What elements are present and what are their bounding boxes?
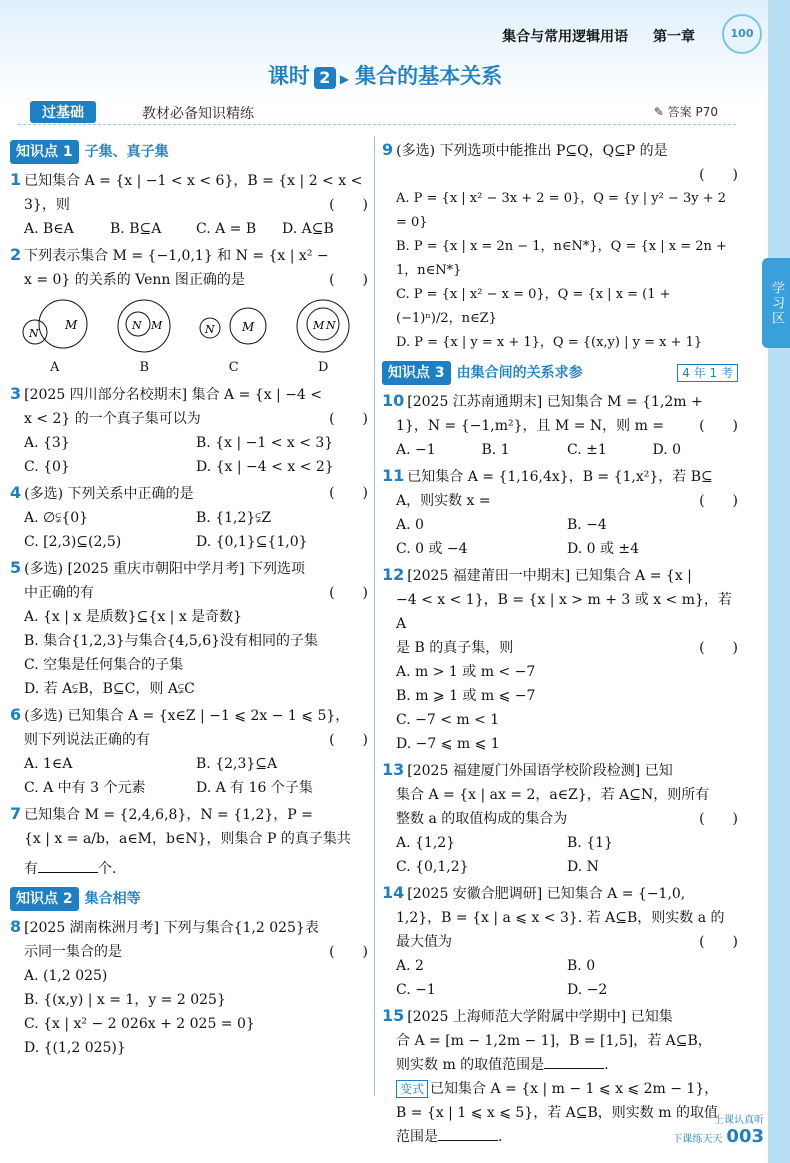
right-column (382, 138, 738, 1151)
section-bar (18, 100, 736, 125)
variant: 变式 已知集合 A = {x | m − 1 ⩽ x ⩽ 2m − 1}， (382, 1077, 738, 1101)
sidebar-strip (768, 0, 790, 1163)
svg-text:N: N (204, 323, 215, 336)
page-footer: 上课认真听 下课练天天 003 (672, 1115, 764, 1147)
venn-option-a[interactable]: M N A (15, 298, 95, 380)
venn-option-c[interactable]: N M C (194, 298, 274, 380)
triangle-icon: ▶ (339, 72, 350, 86)
answer-blank[interactable] (438, 1126, 498, 1141)
section-subtitle: 教材必备知识精练 (142, 106, 254, 122)
options: A. B∈A B. B⊆A C. A = B D. A⊆B (24, 221, 334, 237)
question-14: 14 [2025 安徽合肥调研] 已知集合 A = {−1,0, 1,2}，B = {x | a ⩽ x < 3}. 若 A⊆B，则实数 a 的 最大值为 ( ) A. 2 B. 0 C. −1 D. −2 (382, 881, 738, 1002)
svg-text:M: M (313, 319, 325, 332)
question-11: 11 已知集合 A = {1,16,4x}，B = {1,x²}，若 B⊆ A，则实数 x = ( ) A. 0 B. −4 C. 0 或 −4 D. 0 或 ±4 (382, 464, 738, 561)
page-number: 003 (726, 1126, 764, 1147)
venn-option-d[interactable]: M N D (283, 298, 363, 380)
venn-b-diagram (104, 298, 184, 354)
title-name: 集合的基本关系 (355, 64, 503, 88)
header-chapter: 第一章 (653, 29, 695, 45)
question-6: 6 (多选) 已知集合 A = {x∈Z | −1 ⩽ 2x − 1 ⩽ 5}， 则下列说法正确的有 ( ) A. 1∈A B. {2,3}⊆A C. A 中有 3 个元素 D. A 有 16 个子集 (10, 703, 368, 800)
section-badge: 过基础 (30, 101, 96, 123)
question-7: 7 已知集合 M = {2,4,6,8}，N = {1,2}，P = {x | x = a/b，a∈M，b∈N}，则集合 P 的真子集共 有 个. (10, 804, 351, 877)
question-5: 5 (多选) [2025 重庆市朝阳中学月考] 下列选项 中正确的有 ( ) A. {x | x 是质数}⊆{x | x 是奇数} B. 集合{1,2,3}与集合{4,5,6}没有相同的子集 C. 空集是任何集合的子集 D. 若 A⫋B，B⊆C，则 A⫋C (10, 558, 368, 697)
venn-a-diagram (15, 298, 95, 354)
options: A. 0 B. −4 C. 0 或 −4 D. 0 或 ±4 (396, 517, 640, 557)
question-2: 2 下列表示集合 M = {−1,0,1} 和 N = {x | x² − x = 0} 的关系的 Venn 图正确的是 ( ) M N A N M B N M C M N D (10, 243, 368, 380)
question-13: 13 [2025 福建厦门外国语学校阶段检测] 已知 集合 A = {x | ax = 2，a∈Z}，若 A⊆N，则所有 整数 a 的取值构成的集合为 ( ) A. {1,2} B. {1} C. {0,1,2} D. N (382, 758, 738, 879)
venn-option-b[interactable]: N M B (104, 298, 184, 380)
column-divider (374, 136, 375, 1096)
answer-blank[interactable] (544, 1054, 604, 1069)
venn-d-diagram (283, 298, 363, 354)
question-9: 9 (多选) 下列选项中能推出 P⊆Q，Q⊆P 的是 ( ) A. P = {x | x² − 3x + 2 = 0}，Q = {y | y² − 3y + 2 = 0} B. P = {x | x = 2n − 1，n∈N*}，Q = {x | x = 2n + 1，n∈N*} C. P = {x | x² − x = 0}，Q = {x | x = (1 + (−1)ⁿ)/2，n∈Z} D. P = {x | y = x + 1}，Q = {(x,y) | y = x + 1} (382, 140, 738, 350)
options: A. {3} B. {x | −1 < x < 3} C. {0} D. {x | −4 < x < 2} (24, 435, 334, 475)
knowledge-point-2: 知识点 2 集合相等 (10, 887, 368, 911)
svg-text:N: N (326, 319, 336, 332)
question-10: 10 [2025 江苏南通期末] 已知集合 M = {1,2m + 1}，N = {−1,m²}，且 M = N，则 m = ( ) A. −1 B. 1 C. ±1 D. 0 (382, 389, 738, 462)
left-column (10, 138, 368, 1062)
question-4: 4 (多选) 下列关系中正确的是 ( ) A. ∅⫋{0} B. {1,2}⫋Z C. [2,3)⊆(2,5) D. {0,1}⊆{1,0} (10, 481, 368, 554)
venn-diagrams (10, 292, 368, 380)
answer-blank[interactable] (38, 858, 98, 873)
options: A. 2 B. 0 C. −1 D. −2 (396, 958, 608, 998)
options: A. {1,2} B. {1} C. {0,1,2} D. N (396, 835, 613, 875)
question-12: 12 [2025 福建莆田一中期末] 已知集合 A = {x | −4 < x < 1}，B = {x | x > m + 3 或 x < m}，若 A 是 B 的真子集，则 ( ) A. m > 1 或 m < −7 B. m ⩾ 1 或 m ⩽ −7 C. −7 < m < 1 D. −7 ⩽ m ⩽ 1 (382, 565, 738, 752)
svg-text:M: M (241, 320, 255, 334)
question-8: 8 [2025 湖南株洲月考] 下列与集合{1,2 025}表 示同一集合的是 ( ) A. (1,2 025) B. {(x,y) | x = 1，y = 2 025} C. {x | x² − 2 026x + 2 025 = 0} D. {(1,2 025)} (10, 917, 368, 1056)
svg-text:N: N (132, 319, 142, 332)
title-number: 2 (314, 67, 336, 89)
running-header (502, 26, 695, 46)
question-1: 1 已知集合 A = {x | −1 < x < 6}，B = {x | 2 < x < 3}，则 ( ) A. B∈A B. B⊆A C. A = B D. A⊆B (10, 168, 368, 241)
header-section: 集合与常用逻辑用语 (502, 29, 629, 45)
knowledge-point-3: 知识点 3 由集合间的关系求参 4 年 1 考 (382, 361, 738, 385)
mascot-logo-icon: 100 (722, 14, 762, 54)
options: A. ∅⫋{0} B. {1,2}⫋Z C. [2,3)⊆(2,5) D. {0,1}⊆{1,0} (24, 510, 308, 550)
title-prefix: 课时 (267, 64, 310, 88)
pencil-icon: ✎ (653, 105, 668, 119)
svg-text:M: M (151, 319, 163, 332)
options: A. 1∈A B. {2,3}⊆A C. A 中有 3 个元素 D. A 有 16 个子集 (24, 756, 313, 796)
svg-text:N: N (28, 327, 39, 340)
question-3: 3 [2025 四川部分名校期末] 集合 A = {x | −4 < x < 2} 的一个真子集可以为 ( ) A. {3} B. {x | −1 < x < 3} C. {0} D. {x | −4 < x < 2} (10, 382, 368, 479)
answer-reference[interactable]: ✎ 答案 P70 (653, 105, 718, 119)
knowledge-point-1: 知识点 1 子集、真子集 (10, 140, 368, 164)
venn-c-diagram (194, 298, 274, 354)
lesson-title (0, 60, 770, 90)
side-tab[interactable]: 学习区 (762, 258, 790, 348)
question-15: 15 [2025 上海师范大学附属中学期中] 已知集 合 A = [m − 1,2m − 1]，B = [1,5]，若 A⊆B， 则实数 m 的取值范围是 . 变式 已知集合 A = {x | m − 1 ⩽ x ⩽ 2m − 1}， B = {x | 1 ⩽ x ⩽ 5}，若 A⊆B，则实数 m 的取值 范围是 . (382, 1004, 738, 1149)
options: A. −1 B. 1 C. ±1 D. 0 (396, 442, 682, 458)
svg-text:M: M (64, 318, 78, 332)
